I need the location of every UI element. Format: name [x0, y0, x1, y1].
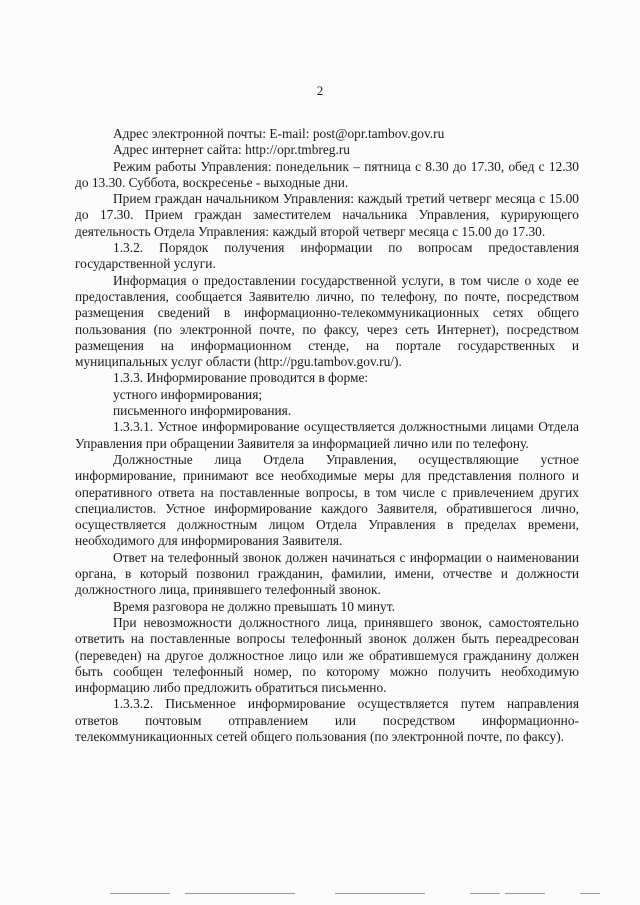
paragraph-email: Адрес электронной почты: E-mail: post@opr.tambov.gov.ru — [113, 126, 445, 141]
scan-artifact-lines — [110, 893, 610, 897]
scan-line — [185, 893, 295, 894]
scan-line — [110, 893, 170, 894]
paragraph-section-1-3-3: 1.3.3. Информирование проводится в форме: — [113, 370, 369, 386]
page-number: 2 — [316, 83, 324, 98]
document-body — [75, 126, 579, 745]
paragraph-officials: Должностные лица Отдела Управления, осуществляющие устное информирование, принимают все необходимые меры для представления полного и оперативного ответа на поставленные вопросы, в том числе с привлечением других специалистов. Устное информирование каждого Заявителя, обратившегося лично, осуществляется должностным лицом Отдела Управления в пределах времени, необходимого для информирования Заявителя. — [75, 451, 579, 549]
paragraph-section-1-3-3-1: 1.3.3.1. Устное информирование осуществляется должностными лицами Отдела Управления при обращении Заявителя за информацией лично или по телефону. — [75, 419, 579, 451]
paragraph-reception-hours: Прием граждан начальником Управления: каждый третий четверг месяца с 15.00 до 17.30. Прием граждан заместителем начальника Управления, курирующего деятельность Отдела Управления: каждый второй четверг месяца с 15.00 до 17.30. — [75, 191, 579, 239]
list-item-written: письменного информирования. — [113, 403, 292, 419]
paragraph-call-redirect: При невозможности должностного лица, принявшего звонок, самостоятельно ответить на поставленные вопросы телефонный звонок должен быть переадресован (переведен) на другое должностное лицо или же обратившемуся гражданину должен быть сообщен телефонный номер, по которому можно получить необходимую информацию либо предложить обратиться письменно. — [75, 614, 579, 696]
paragraph-info-provision: Информация о предоставлении государственной услуги, в том числе о ходе ее предоставления, сообщается Заявителю лично, по телефону, по почте, посредством размещения сведений в информационно-телекоммуникационных сетях общего пользования (по электронной почте, по факсу, через сеть Интернет), посредством размещения на информационном стенде, на портале государственных и муниципальных услуг области (http://pgu.tambov.gov.ru/). — [75, 272, 579, 370]
scan-line — [470, 893, 500, 894]
paragraph-section-1-3-2: 1.3.2. Порядок получения информации по вопросам предоставления государственной услуги. — [75, 240, 579, 272]
paragraph-section-1-3-3-2: 1.3.3.2. Письменное информирование осуществляется путем направления ответов почтовым отправлением или посредством информационно-телекоммуникационных сетей общего пользования (по электронной почте, по факсу). — [75, 696, 579, 744]
paragraph-website: Адрес интернет сайта: http://opr.tmbreg.ru — [113, 142, 351, 158]
paragraph-working-hours: Режим работы Управления: понедельник – пятница с 8.30 до 17.30, обед с 12.30 до 13.30. Суббота, воскресенье - выходные дни. — [75, 158, 579, 190]
scan-line — [335, 893, 425, 894]
scan-line — [505, 893, 545, 894]
list-item-oral: устного информирования; — [113, 386, 263, 402]
scan-line — [580, 893, 600, 894]
paragraph-call-duration: Время разговора не должно превышать 10 минут. — [113, 598, 395, 614]
paragraph-phone-answer: Ответ на телефонный звонок должен начинаться с информации о наименовании органа, в который позвонил гражданин, фамилии, имени, отчестве и должности должностного лица, принявшего телефонный звонок. — [75, 549, 579, 598]
